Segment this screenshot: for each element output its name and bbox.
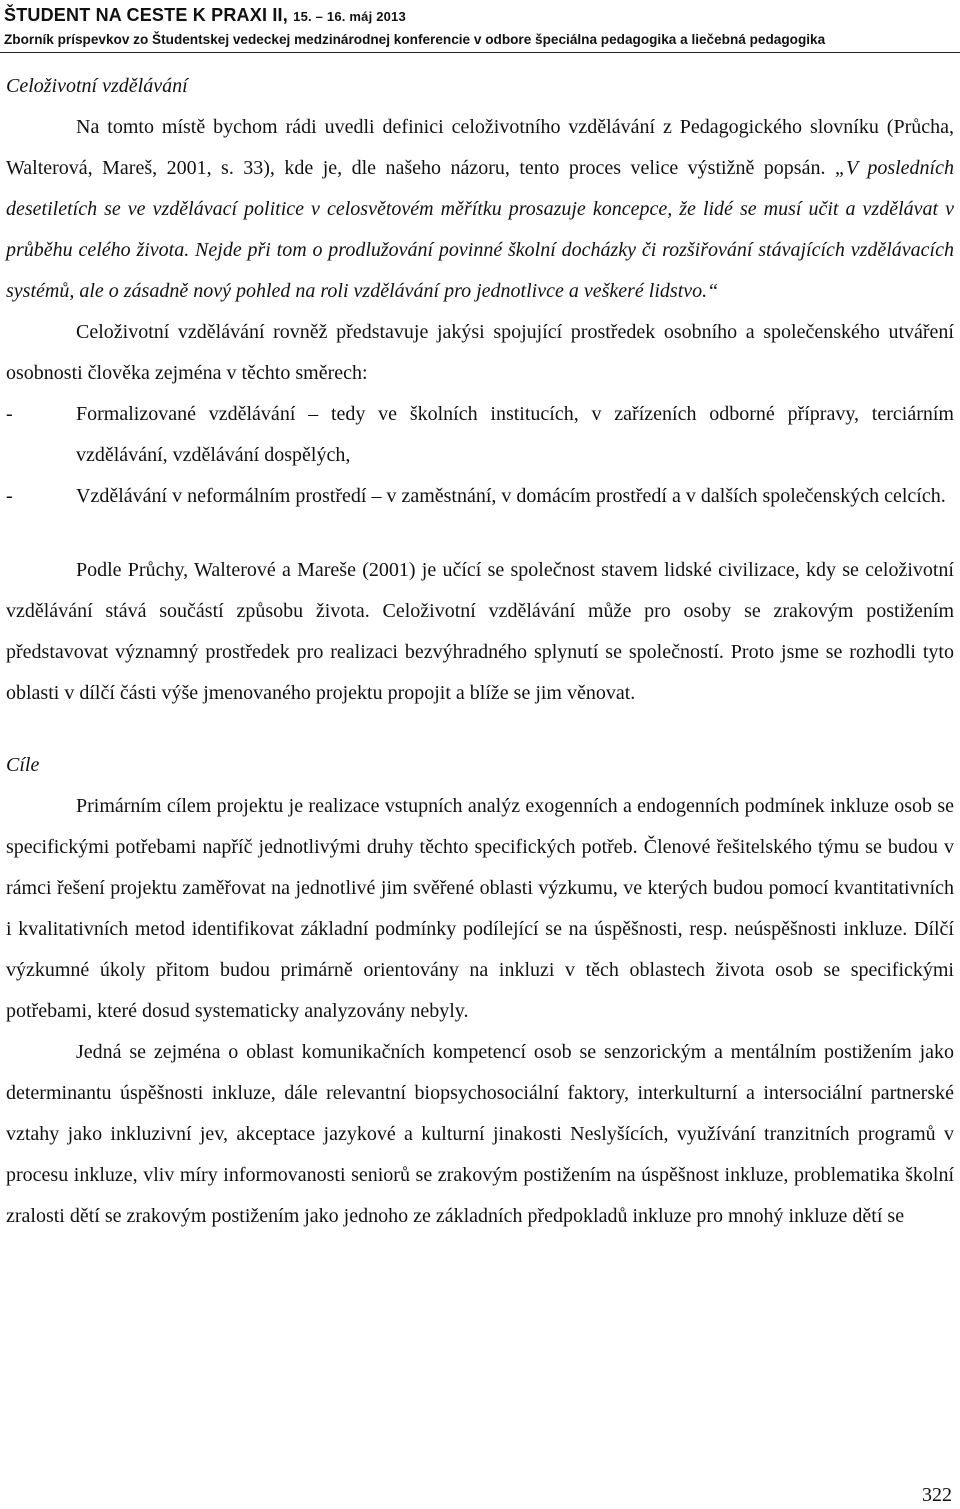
header-subtitle: Zborník príspevkov zo Študentskej vedeckej medzinárodnej konferencie v odbore špeciálna pedagogika a liečebná pedagogika: [4, 32, 826, 47]
paragraph-directions: Celoživotní vzdělávání rovněž představuje jakýsi spojující prostředek osobního a společenského utváření osobnosti člověka zejména v těchto směrech:: [6, 321, 954, 384]
list-item-text: Vzdělávání v neformálním prostředí – v zaměstnání, v domácím prostředí a v dalších společenských celcích.: [76, 485, 946, 507]
header-divider: [0, 52, 960, 53]
section-heading-goals: Cíle: [6, 754, 40, 776]
paragraph-areas: Jedná se zejména o oblast komunikačních kompetencí osob se senzorickým a mentálním postižením jako determinantu úspěšnosti inkluze, dále relevantní biopsychosociální faktory, interkulturní a intersociální partnerské vztahy jako inkluzivní jev, akceptace jazykové a kulturní jinakosti Neslyšících, využívání tranzitních programů v procesu inkluze, vliv míry informovanosti seniorů se zrakovým postižením na úspěšnost inkluze, problematika školní zralosti dětí se zrakovým postižením jako jednoho ze základních předpokladů inkluze pro mnohý inkluze dětí se: [6, 1041, 954, 1227]
list-item: - Formalizované vzdělávání – tedy ve školních institucích, v zařízeních odborné přípravy, terciárním vzdělávání, vzdělávání dospělých,: [6, 394, 954, 476]
header-title: [4, 2, 956, 30]
list-item-text: Formalizované vzdělávání – tedy ve školních institucích, v zařízeních odborné přípravy, terciárním vzdělávání, vzdělávání dospělých,: [76, 403, 954, 466]
header-title-main: ŠTUDENT NA CESTE K PRAXI II,: [4, 5, 294, 25]
definition-quote: „V posledních desetiletích se ve vzdělávací politice v celosvětovém měřítku prosazuje koncepce, že lidé se musí učit a vzdělávat v průběhu celého života. Nejde při tom o prodlužování povinné školní docházky či rozšiřování stávajících vzdělávacích systémů, ale o zásadně nový pohled na roli vzdělávání pro jednotlivce a veškeré lidstvo.“: [6, 157, 954, 302]
page-number: 322: [922, 1484, 952, 1506]
paragraph-definition-text: Na tomto místě bychom rádi uvedli definici celoživotního vzdělávání z Pedagogického slovníku (Průcha, Walterová, Mareš, 2001, s. 33), kde je, dle našeho názoru, tento proces velice výstižně popsán.: [6, 116, 954, 179]
article-body: [6, 66, 954, 1237]
paragraph-goals: Primárním cílem projektu je realizace vstupních analýz exogenních a endogenních podmínek inkluze osob se specifickými potřebami napříč jednotlivými druhy těchto specifických potřeb. Členové řešitelského týmu se budou v rámci řešení projektu zaměřovat na jednotlivé jim svěřené oblasti výzkumu, ve kterých budou pomocí kvantitativních i kvalitativních metod identifikovat základní podmínky podílející se na úspěšnosti, resp. neúspěšnosti inkluze. Dílčí výzkumné úkoly přitom budou primárně orientovány na inkluzi v těch oblastech života osob se specifickými potřebami, které dosud systematicky analyzovány nebyly.: [6, 795, 954, 1022]
section-heading-lifelong-learning: Celoživotní vzdělávání: [6, 75, 188, 97]
paragraph-definition: [6, 107, 954, 312]
paragraph-learning-society: Podle Průchy, Walterové a Mareše (2001) je učící se společnost stavem lidské civilizace, kdy se celoživotní vzdělávání stává součástí způsobu života. Celoživotní vzdělávání může pro osoby se zrakovým postižením představovat významný prostředek pro realizaci bezvýhradného splynutí se společností. Proto jsme se rozhodli tyto oblasti v dílčí části výše jmenovaného projektu propojit a blíže se jim věnovat.: [6, 559, 954, 704]
header-date: 15. – 16. máj 2013: [293, 9, 406, 24]
running-header: [4, 2, 956, 50]
list-item: - Vzdělávání v neformálním prostředí – v zaměstnání, v domácím prostředí a v dalších společenských celcích.: [6, 476, 954, 517]
